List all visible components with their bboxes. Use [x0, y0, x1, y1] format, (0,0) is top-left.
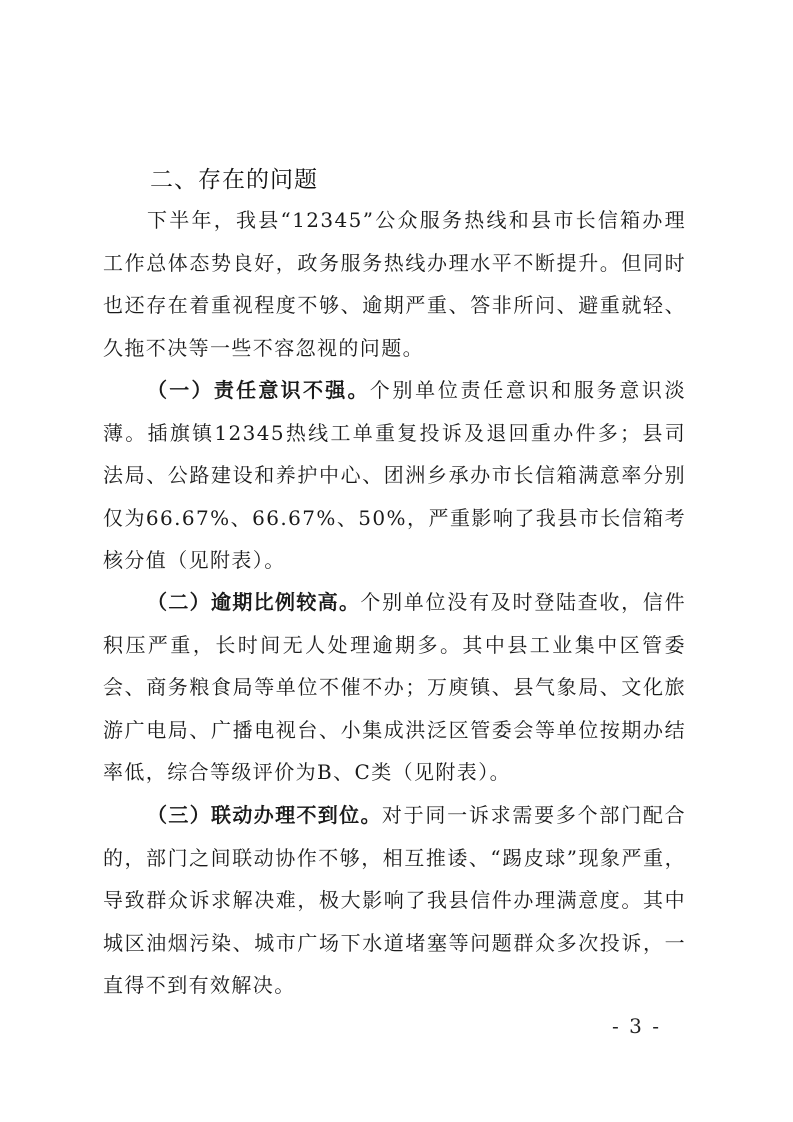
- paragraph-text: 对于同一诉求需要多个部门配合的，部门之间联动协作不够，相互推诿、“踢皮球”现象严重，导致群众诉求解决难，极大影响了我县信件办理满意度。其中城区油烟污染、城市广场下水道堵塞等问题群众多次投诉，一直得不到有效解决。: [103, 803, 687, 997]
- paragraph-text: 下半年，我县“12345”公众服务热线和县市长信箱办理工作总体态势良好，政务服务热线办理水平不断提升。但同时也还存在着重视程度不够、逾期严重、答非所问、避重就轻、久拖不决等一些不容忽视的问题。: [103, 208, 686, 360]
- paragraph-text: 个别单位责任意识和服务意识淡薄。插旗镇12345热线工单重复投诉及退回重办件多；县司法局、公路建设和养护中心、团洲乡承办市长信箱满意率分别仅为66.67%、66.67%、50%，严重影响了我县市长信箱考核分值（见附表）。: [103, 378, 686, 572]
- paragraph-coordination: [103, 794, 686, 1007]
- paragraph-intro: [103, 199, 686, 369]
- paragraph-lead: （二）逾期比例较高。: [147, 590, 361, 614]
- paragraph-lead: （三）联动办理不到位。: [147, 803, 382, 827]
- paragraph-text: 个别单位没有及时登陆查收，信件积压严重，长时间无人处理逾期多。其中县工业集中区管委会、商务粮食局等单位不催不办；万庾镇、县气象局、文化旅游广电局、广播电视台、小集成洪泛区管委会等单位按期办结率低，综合等级评价为B、C类（见附表）。: [103, 590, 687, 784]
- paragraph-overdue: [103, 581, 686, 794]
- page-number: - 3 -: [612, 1014, 661, 1038]
- paragraph-responsibility: [103, 369, 686, 582]
- section-heading: 二、存在的问题: [150, 167, 318, 193]
- paragraph-lead: （一）责任意识不强。: [147, 378, 370, 402]
